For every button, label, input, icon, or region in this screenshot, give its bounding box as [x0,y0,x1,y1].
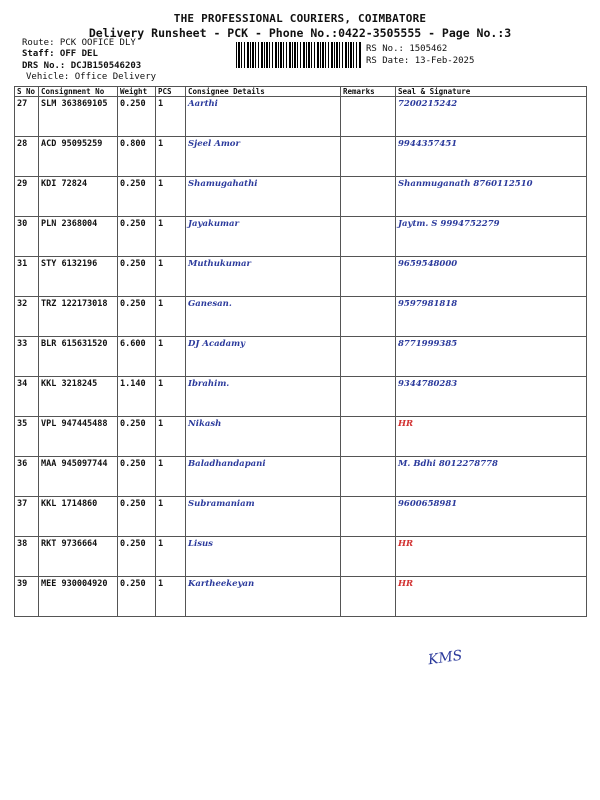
cell-consignment-no: TRZ 122173018 [39,297,118,337]
cell-consignment-no: MEE 930004920 [39,577,118,617]
drs-line: DRS No.: DCJB150546203 [22,61,142,71]
cell-sno: 29 [15,177,39,217]
cell-weight: 0.250 [118,177,156,217]
cell-sno: 32 [15,297,39,337]
cell-weight: 0.250 [118,97,156,137]
cell-signature: 8771999385 [396,337,587,377]
cell-signature: 9600658981 [396,497,587,537]
cell-weight: 0.250 [118,217,156,257]
table-row [15,377,587,417]
col-header-remarks: Remarks [341,87,396,97]
cell-consignment-no: KKL 3218245 [39,377,118,417]
col-header-signature: Seal & Signature [396,87,587,97]
cell-remarks [341,417,396,457]
cell-signature: HR [396,537,587,577]
cell-sno: 35 [15,417,39,457]
cell-consignee: Muthukumar [186,257,341,297]
col-header-sno: S No [15,87,39,97]
cell-remarks [341,497,396,537]
cell-pcs: 1 [156,177,186,217]
cell-pcs: 1 [156,97,186,137]
cell-consignee: Shamugahathi [186,177,341,217]
table-row [15,177,587,217]
cell-sno: 31 [15,257,39,297]
cell-weight: 0.250 [118,537,156,577]
table-row [15,417,587,457]
rs-number: RS No.: 1505462 [366,44,448,54]
cell-remarks [341,337,396,377]
cell-pcs: 1 [156,377,186,417]
cell-remarks [341,457,396,497]
cell-pcs: 1 [156,577,186,617]
route-line: Route: PCK OOFICE DLY [22,38,136,48]
cell-pcs: 1 [156,257,186,297]
cell-consignee: Nikash [186,417,341,457]
rs-date: RS Date: 13-Feb-2025 [366,56,475,66]
cell-weight: 0.250 [118,417,156,457]
cell-weight: 0.250 [118,577,156,617]
barcode [236,42,361,68]
cell-sno: 33 [15,337,39,377]
col-header-pcs: PCS [156,87,186,97]
cell-pcs: 1 [156,297,186,337]
table-row [15,297,587,337]
cell-consignment-no: STY 6132196 [39,257,118,297]
cell-sno: 27 [15,97,39,137]
cell-signature: 9659548000 [396,257,587,297]
cell-pcs: 1 [156,137,186,177]
cell-consignment-no: BLR 615631520 [39,337,118,377]
table-row [15,537,587,577]
runsheet-subtitle: Delivery Runsheet - PCK - Phone No.:0422-3505555 - Page No.:3 [88,26,512,40]
table-row [15,217,587,257]
cell-consignment-no: RKT 9736664 [39,537,118,577]
cell-consignee: Ibrahim. [186,377,341,417]
cell-remarks [341,257,396,297]
cell-signature: 7200215242 [396,97,587,137]
cell-pcs: 1 [156,537,186,577]
cell-sno: 39 [15,577,39,617]
cell-pcs: 1 [156,497,186,537]
vehicle-line: Vehicle: Office Delivery [26,72,157,82]
cell-sno: 30 [15,217,39,257]
table-row [15,497,587,537]
cell-consignee: Lisus [186,537,341,577]
table-row [15,137,587,177]
cell-consignee: Subramaniam [186,497,341,537]
table-row [15,457,587,497]
cell-weight: 6.600 [118,337,156,377]
cell-weight: 0.250 [118,257,156,297]
cell-signature: 9944357451 [396,137,587,177]
cell-remarks [341,217,396,257]
cell-signature: HR [396,577,587,617]
cell-remarks [341,577,396,617]
cell-consignment-no: MAA 945097744 [39,457,118,497]
cell-sno: 38 [15,537,39,577]
cell-consignment-no: KKL 1714860 [39,497,118,537]
cell-signature: 9597981818 [396,297,587,337]
cell-consignment-no: ACD 95095259 [39,137,118,177]
cell-consignee: Aarthi [186,97,341,137]
cell-remarks [341,537,396,577]
cell-sno: 28 [15,137,39,177]
cell-remarks [341,377,396,417]
cell-weight: 0.250 [118,297,156,337]
cell-weight: 0.800 [118,137,156,177]
cell-sno: 37 [15,497,39,537]
cell-consignee: Ganesan. [186,297,341,337]
table-header-row [15,87,587,97]
cell-consignee: Baladhandapani [186,457,341,497]
cell-consignee: Sjeel Amor [186,137,341,177]
cell-consignment-no: VPL 947445488 [39,417,118,457]
cell-remarks [341,297,396,337]
cell-sno: 36 [15,457,39,497]
cell-pcs: 1 [156,457,186,497]
table-row [15,337,587,377]
cell-consignee: Jayakumar [186,217,341,257]
cell-pcs: 1 [156,337,186,377]
staff-line: Staff: OFF DEL [22,49,98,59]
company-title: THE PROFESSIONAL COURIERS, COIMBATORE [173,12,427,25]
col-header-weight: Weight [118,87,156,97]
table-row [15,257,587,297]
cell-remarks [341,137,396,177]
cell-pcs: 1 [156,417,186,457]
cell-signature: M. Bdhi 8012278778 [396,457,587,497]
cell-consignee: DJ Acadamy [186,337,341,377]
cell-signature: HR [396,417,587,457]
cell-consignment-no: SLM 363869105 [39,97,118,137]
courier-signature: KMS [427,647,464,669]
table-row [15,577,587,617]
cell-pcs: 1 [156,217,186,257]
cell-signature: 9344780283 [396,377,587,417]
cell-sno: 34 [15,377,39,417]
cell-consignee: Kartheekeyan [186,577,341,617]
cell-consignment-no: KDI 72824 [39,177,118,217]
cell-signature: Jaytm. S 9994752279 [396,217,587,257]
cell-remarks [341,97,396,137]
col-header-consignment: Consignment No [39,87,118,97]
col-header-consignee: Consignee Details [186,87,341,97]
cell-remarks [341,177,396,217]
cell-signature: Shanmuganath 8760112510 [396,177,587,217]
cell-weight: 0.250 [118,457,156,497]
cell-consignment-no: PLN 2368004 [39,217,118,257]
cell-weight: 0.250 [118,497,156,537]
table-row [15,97,587,137]
cell-weight: 1.140 [118,377,156,417]
runsheet-table [14,86,587,617]
